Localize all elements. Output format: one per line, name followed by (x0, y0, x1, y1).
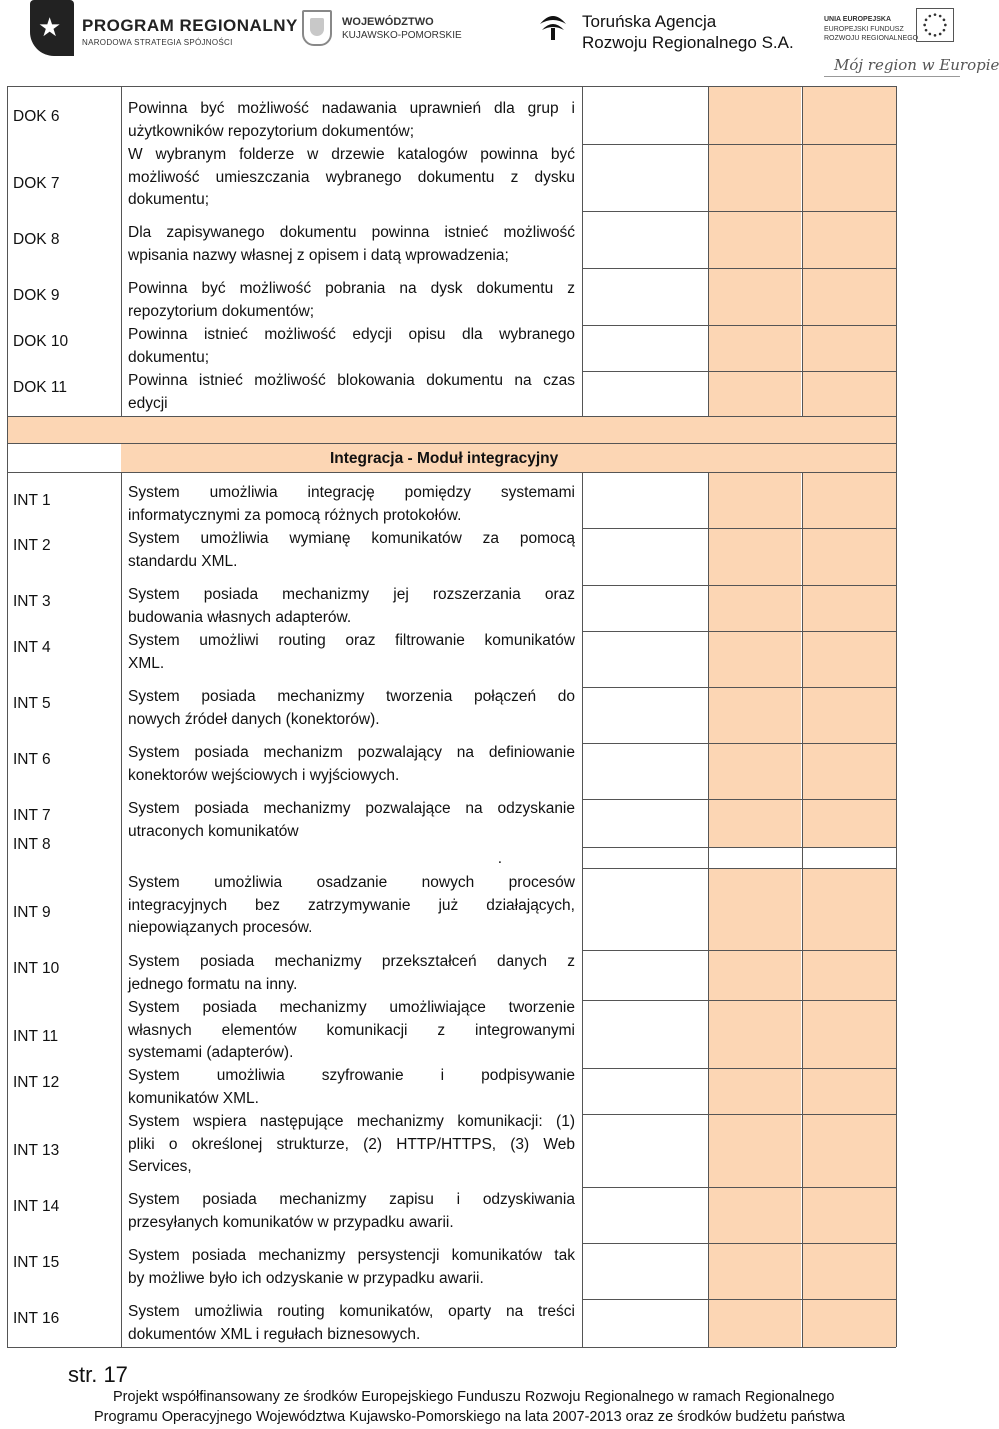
requirement-description (128, 742, 575, 787)
description-line: Powinna być możliwość pobrania na dysk dokumentu z (128, 280, 575, 297)
description-line: System posiada mechanizmy pozwalające na odzyskanie (128, 800, 575, 817)
description-line: repozytorium dokumentów; (128, 302, 315, 320)
requirement-description (128, 848, 502, 871)
table-right-border (896, 86, 897, 1347)
description-line: integracyjnych bez zatrzymywanie już działających, (128, 896, 575, 914)
program-regionalny-mark-icon: ★ (30, 0, 74, 56)
requirement-id: INT 16 (13, 1310, 60, 1327)
description-line: Powinna być możliwość nadawania uprawnień dla grup i (128, 100, 575, 117)
row-separator (582, 631, 896, 632)
page-header (0, 0, 999, 86)
requirement-description (128, 1245, 575, 1290)
description-line: informatycznymi za pomocą różnych protokołów. (128, 506, 462, 524)
description-line: jednego formatu na inny. (128, 975, 298, 993)
table-bottom-border (7, 1347, 896, 1348)
row-separator (582, 1114, 896, 1115)
status-column-a (708, 86, 801, 416)
coat-of-arms-icon (302, 10, 332, 46)
description-line: Powinna istnieć możliwość edycji opisu dla wybranego (128, 326, 575, 343)
requirement-id: INT 7 (13, 807, 51, 824)
requirement-id: DOK 8 (13, 231, 60, 248)
footer-line1: Projekt współfinansowany ze środków Europejskiego Funduszu Rozwoju Regionalnego w ramach Regionalnego (113, 1389, 835, 1405)
row-separator (582, 847, 896, 848)
eu-line2: EUROPEJSKI FUNDUSZ (824, 26, 904, 33)
row-separator (582, 211, 896, 212)
requirement-description (128, 1301, 575, 1346)
header-divider (824, 76, 960, 77)
requirement-id: INT 10 (13, 960, 60, 977)
requirement-id: INT 12 (13, 1074, 60, 1091)
description-line: System umożliwia osadzanie nowych procesów (128, 874, 575, 891)
requirement-description (128, 798, 575, 843)
kujawsko-pomorskie-logo (302, 10, 462, 46)
row-separator (582, 950, 896, 951)
requirement-id: INT 13 (13, 1142, 60, 1159)
table-left-border (7, 86, 8, 1347)
requirement-id: INT 9 (13, 904, 51, 921)
description-line: dokumentu; (128, 191, 209, 208)
description-line: dokumentów XML i regułach biznesowych. (128, 1325, 421, 1343)
requirement-description (128, 98, 575, 143)
row-separator (582, 268, 896, 269)
requirement-id: INT 4 (13, 639, 51, 656)
row-separator (582, 1068, 896, 1069)
requirement-description (128, 278, 575, 323)
requirement-id: INT 8 (13, 836, 51, 853)
description-line: edycji (128, 394, 168, 412)
agency-line2: Rozwoju Regionalnego S.A. (582, 33, 794, 52)
description-line: System posiada mechanizmy zapisu i odzyskiwania (128, 1191, 575, 1208)
description-line: budowania własnych adapterów. (128, 608, 352, 626)
row-separator (582, 528, 896, 529)
id-column-divider (121, 86, 122, 416)
requirement-description (128, 324, 575, 369)
requirement-description (128, 370, 575, 415)
row-separator (582, 868, 896, 869)
row-separator (582, 687, 896, 688)
requirement-description (128, 686, 575, 731)
description-line: systemami (adapterów). (128, 1044, 294, 1061)
status-divider-1 (708, 86, 709, 416)
table-top-border (7, 86, 896, 87)
description-line: Dla zapisywanego dokumentu powinna istnieć możliwość (128, 224, 575, 241)
description-line: użytkowników repozytorium dokumentów; (128, 122, 415, 140)
requirement-description (128, 528, 575, 573)
description-line: System posiada mechanizmy tworzenia połączeń do (128, 688, 575, 705)
description-line: nowych źródeł danych (konektorów). (128, 710, 380, 728)
status-column-a-int2 (708, 868, 801, 1347)
description-line: System umożliwi routing oraz filtrowanie komunikatów (128, 632, 575, 649)
description-line: System umożliwia integrację pomiędzy systemami (128, 484, 575, 501)
region-line1: WOJEWÓDZTWO (342, 16, 434, 28)
agency-mark-icon (538, 10, 568, 40)
requirement-id: INT 1 (13, 492, 51, 509)
status-divider-1-int (708, 472, 709, 1347)
requirement-id: DOK 11 (13, 379, 67, 396)
description-line: System posiada mechanizmy przekształceń danych z (128, 953, 575, 970)
description-line: System umożliwia wymianę komunikatów za pomocą (128, 530, 575, 547)
description-line: pliki o określonej strukturze, (2) HTTP/HTTPS, (3) Web (128, 1135, 575, 1153)
description-line: W wybranym folderze w drzewie katalogów powinna być (128, 146, 575, 163)
desc-column-divider (582, 86, 583, 416)
description-line: System umożliwia routing komunikatów, oparty na treści (128, 1303, 575, 1320)
region-line2: KUJAWSKO-POMORSKIE (342, 30, 462, 41)
id-column-divider-int (121, 472, 122, 1347)
section-band (7, 416, 896, 443)
description-line: standardu XML. (128, 552, 238, 570)
description-line: dokumentu; (128, 348, 209, 366)
description-line: komunikatów XML. (128, 1089, 259, 1107)
description-line: Powinna istnieć możliwość blokowania dokumentu na czas (128, 372, 575, 389)
description-line: . (497, 850, 502, 867)
requirement-description (128, 1111, 575, 1179)
requirement-description (128, 872, 575, 940)
row-separator (582, 371, 896, 372)
eu-slogan: Mój region w Europie (834, 56, 999, 74)
description-line: by możliwe było ich odzyskanie w przypadku awarii. (128, 1269, 484, 1287)
status-column-b (802, 86, 896, 416)
description-line: własnych elementów komunikacji z integrowanymi (128, 1021, 575, 1039)
program-title: PROGRAM REGIONALNY (82, 16, 298, 35)
requirement-description (128, 584, 575, 629)
requirement-id: INT 6 (13, 751, 51, 768)
row-separator (582, 585, 896, 586)
status-divider-2 (802, 86, 803, 416)
requirement-description (128, 997, 575, 1065)
agency-line1: Toruńska Agencja (582, 12, 717, 31)
status-column-b-int2 (802, 868, 896, 1347)
requirement-description (128, 144, 575, 212)
requirement-id: INT 15 (13, 1254, 60, 1271)
row-separator (582, 1000, 896, 1001)
row-separator (582, 799, 896, 800)
requirement-id: INT 3 (13, 593, 51, 610)
description-line: System posiada mechanizmy umożliwiające tworzenie (128, 999, 575, 1016)
requirement-id: DOK 9 (13, 287, 60, 304)
requirement-description (128, 1189, 575, 1234)
description-line: XML. (128, 654, 165, 672)
program-subtitle: NARODOWA STRATEGIA SPÓJNOŚCI (82, 38, 233, 47)
requirement-id: INT 2 (13, 537, 51, 554)
description-line: wpisania nazwy własnej z opisem i datą wprowadzenia; (128, 246, 509, 264)
description-line: System posiada mechanizm pozwalający na definiowanie (128, 744, 575, 761)
program-regionalny-logo (30, 0, 298, 60)
row-separator (582, 1243, 896, 1244)
requirement-id: DOK 7 (13, 175, 60, 192)
requirement-id: INT 11 (13, 1028, 59, 1045)
requirement-id: INT 14 (13, 1198, 60, 1215)
eu-line3: ROZWOJU REGIONALNEGO (824, 35, 919, 42)
row-separator (582, 743, 896, 744)
requirement-id: DOK 10 (13, 333, 69, 350)
description-line: System wspiera następujące mechanizmy komunikacji: (1) (128, 1113, 575, 1130)
requirement-id: INT 5 (13, 695, 51, 712)
section-title: Integracja - Moduł integracyjny (330, 450, 559, 467)
eu-line1: UNIA EUROPEJSKA (824, 16, 892, 23)
requirement-description (128, 222, 575, 267)
description-line: Services, (128, 1158, 192, 1175)
description-line: System umożliwia szyfrowanie i podpisywanie (128, 1067, 575, 1084)
requirement-description (128, 951, 575, 996)
dok-bottom-border (7, 416, 896, 417)
description-line: konektorów wejściowych i wyjściowych. (128, 766, 400, 784)
requirement-description (128, 630, 575, 675)
row-separator (582, 1299, 896, 1300)
row-separator (582, 325, 896, 326)
requirement-description (128, 1065, 575, 1110)
description-line: niepowiązanych procesów. (128, 919, 313, 936)
description-line: System posiada mechanizmy persystencji komunikatów tak (128, 1247, 575, 1264)
section-band-bottom (7, 443, 896, 444)
row-separator (582, 1187, 896, 1188)
description-line: przesyłanych komunikatów w przypadku awarii. (128, 1213, 454, 1231)
torunska-agencja-logo (538, 6, 794, 52)
row-separator (582, 144, 896, 145)
description-line: możliwość umieszczania wybranego dokumentu z dysku (128, 168, 575, 186)
description-line: System posiada mechanizmy jej rozszerzania oraz (128, 586, 575, 603)
requirement-description (128, 482, 575, 527)
requirement-id: DOK 6 (13, 108, 60, 125)
desc-column-divider-int (582, 472, 583, 1347)
footer-line2: Programu Operacyjnego Województwa Kujawsko-Pomorskiego na lata 2007-2013 oraz ze środków budżetu państwa (94, 1409, 845, 1425)
status-divider-2-int (802, 472, 803, 1347)
page-number: str. 17 (68, 1362, 128, 1387)
eu-flag-icon (916, 8, 954, 42)
eu-logo (824, 8, 999, 86)
description-line: utraconych komunikatów (128, 822, 299, 840)
section-title-bottom (7, 472, 896, 473)
